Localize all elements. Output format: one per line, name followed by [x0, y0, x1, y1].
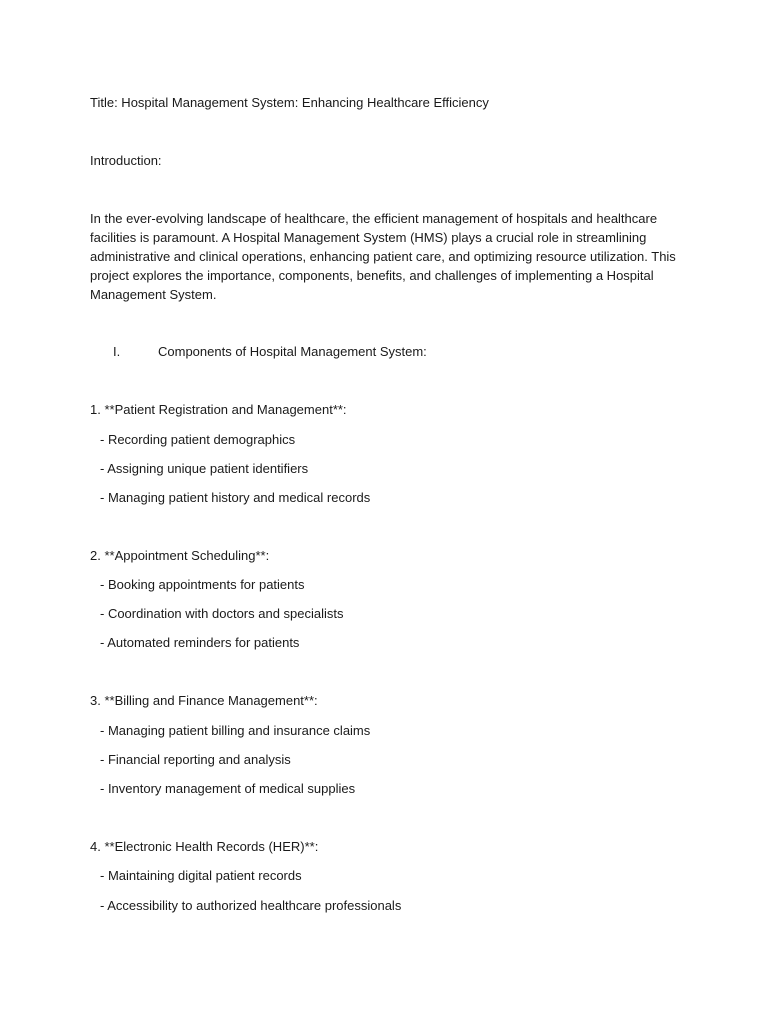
list-item: - Financial reporting and analysis — [100, 752, 291, 767]
section-numeral: I. — [113, 344, 121, 359]
list-item: - Managing patient history and medical records — [100, 490, 371, 505]
item-heading: 4. **Electronic Health Records (HER)**: — [90, 839, 319, 854]
list-item: - Booking appointments for patients — [100, 577, 305, 592]
list-item: - Coordination with doctors and specialists — [100, 606, 344, 621]
list-item: - Maintaining digital patient records — [100, 868, 302, 883]
item-heading: 3. **Billing and Finance Management**: — [90, 693, 318, 708]
list-item: - Assigning unique patient identifiers — [100, 461, 309, 476]
intro-line: administrative and clinical operations, enhancing patient care, and optimizing resource utilization. This — [90, 249, 676, 264]
document-title: Title: Hospital Management System: Enhancing Healthcare Efficiency — [90, 95, 489, 110]
list-item: - Recording patient demographics — [100, 432, 296, 447]
list-item: - Automated reminders for patients — [100, 635, 300, 650]
section-heading: Components of Hospital Management System: — [158, 344, 427, 359]
introduction-paragraph — [90, 209, 680, 304]
introduction-heading: Introduction: — [90, 153, 162, 168]
list-item: - Inventory management of medical supplies — [100, 781, 356, 796]
intro-line: facilities is paramount. A Hospital Management System (HMS) plays a crucial role in streamlining — [90, 230, 647, 245]
intro-line: Management System. — [90, 287, 217, 302]
intro-line: project explores the importance, components, benefits, and challenges of implementing a Hospital — [90, 268, 654, 283]
list-item: - Managing patient billing and insurance claims — [100, 723, 371, 738]
item-heading: 1. **Patient Registration and Management**: — [90, 402, 347, 417]
intro-line: In the ever-evolving landscape of healthcare, the efficient management of hospitals and healthcare — [90, 211, 658, 226]
list-item: - Accessibility to authorized healthcare professionals — [100, 898, 402, 913]
item-heading: 2. **Appointment Scheduling**: — [90, 548, 270, 563]
